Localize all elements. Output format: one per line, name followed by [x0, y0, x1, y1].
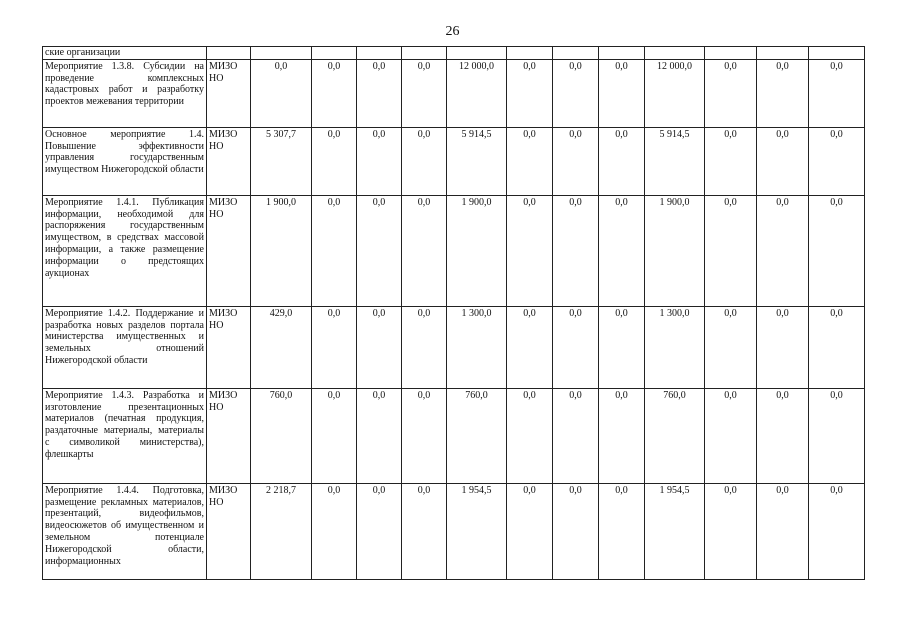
value-cell: 0,0	[553, 388, 599, 483]
value-cell: 0,0	[312, 127, 357, 195]
table-row	[43, 195, 865, 306]
value-cell: 0,0	[507, 388, 553, 483]
value-cell: 0,0	[809, 306, 865, 388]
value-cell: 1 954,5	[645, 483, 705, 579]
value-cell: 0,0	[705, 483, 757, 579]
value-cell: 1 300,0	[447, 306, 507, 388]
value-cell: 0,0	[705, 59, 757, 127]
value-cell	[251, 47, 312, 60]
row-org-cell: МИЗО НО	[207, 195, 251, 306]
value-cell: 0,0	[599, 306, 645, 388]
value-cell: 760,0	[645, 388, 705, 483]
value-cell: 0,0	[553, 483, 599, 579]
value-cell: 0,0	[809, 483, 865, 579]
value-cell: 0,0	[757, 388, 809, 483]
value-cell: 1 900,0	[251, 195, 312, 306]
value-cell: 0,0	[402, 195, 447, 306]
value-cell: 12 000,0	[447, 59, 507, 127]
table-row	[43, 483, 865, 579]
value-cell: 0,0	[402, 483, 447, 579]
value-cell: 0,0	[705, 306, 757, 388]
value-cell: 0,0	[757, 59, 809, 127]
value-cell: 1 900,0	[645, 195, 705, 306]
value-cell	[507, 47, 553, 60]
value-cell: 429,0	[251, 306, 312, 388]
value-cell: 0,0	[809, 127, 865, 195]
value-cell: 0,0	[312, 306, 357, 388]
value-cell: 760,0	[447, 388, 507, 483]
value-cell: 0,0	[553, 195, 599, 306]
budget-table	[42, 46, 865, 580]
value-cell: 0,0	[809, 59, 865, 127]
value-cell: 0,0	[757, 306, 809, 388]
value-cell	[645, 47, 705, 60]
row-org-cell: МИЗО НО	[207, 59, 251, 127]
value-cell: 0,0	[357, 306, 402, 388]
value-cell	[553, 47, 599, 60]
value-cell: 0,0	[402, 127, 447, 195]
page-number: 26	[445, 24, 460, 39]
value-cell: 0,0	[312, 483, 357, 579]
table-row	[43, 47, 865, 60]
value-cell: 0,0	[312, 59, 357, 127]
value-cell: 0,0	[357, 127, 402, 195]
value-cell: 0,0	[507, 127, 553, 195]
value-cell: 0,0	[312, 195, 357, 306]
row-name-cell: Мероприятие 1.4.2. Поддержание и разработка новых разделов портала министерства имущественных и земельных отношений Нижегородской области	[43, 306, 207, 388]
value-cell: 1 900,0	[447, 195, 507, 306]
value-cell: 0,0	[251, 59, 312, 127]
row-org-cell: МИЗО НО	[207, 388, 251, 483]
value-cell: 5 914,5	[645, 127, 705, 195]
value-cell	[357, 47, 402, 60]
value-cell	[809, 47, 865, 60]
value-cell: 0,0	[402, 306, 447, 388]
row-name-cell: ские организации	[43, 47, 207, 60]
row-name-cell: Мероприятие 1.4.1. Публикация информации, необходимой для распоряжения государственным имуществом, в средствах массовой информации, а также размещение информации о предстоящих аукционах	[43, 195, 207, 306]
row-name-cell: Мероприятие 1.4.4. Подготовка, размещение рекламных материалов, презентаций, видеофильмов, видеосюжетов об имущественном и земельном потенциале Нижегородской области, информационных	[43, 483, 207, 579]
value-cell: 0,0	[507, 59, 553, 127]
value-cell: 0,0	[705, 127, 757, 195]
value-cell: 0,0	[507, 306, 553, 388]
value-cell: 0,0	[357, 195, 402, 306]
value-cell	[402, 47, 447, 60]
value-cell: 0,0	[357, 388, 402, 483]
value-cell: 760,0	[251, 388, 312, 483]
value-cell: 0,0	[599, 195, 645, 306]
value-cell	[599, 47, 645, 60]
table-row	[43, 306, 865, 388]
value-cell: 0,0	[599, 483, 645, 579]
row-name-cell: Мероприятие 1.3.8. Субсидии на проведение комплексных кадастровых работ и разработку проектов межевания территории	[43, 59, 207, 127]
value-cell	[757, 47, 809, 60]
row-org-cell: МИЗО НО	[207, 127, 251, 195]
value-cell	[312, 47, 357, 60]
value-cell: 0,0	[402, 59, 447, 127]
row-org-cell	[207, 47, 251, 60]
value-cell: 1 954,5	[447, 483, 507, 579]
row-name-cell: Мероприятие 1.4.3. Разработка и изготовление презентационных материалов (печатная продукция, раздаточные материалы, материалы с символикой министерства), флешкарты	[43, 388, 207, 483]
value-cell: 0,0	[599, 127, 645, 195]
value-cell: 0,0	[553, 306, 599, 388]
value-cell: 0,0	[553, 59, 599, 127]
value-cell: 0,0	[757, 127, 809, 195]
value-cell: 0,0	[402, 388, 447, 483]
value-cell	[447, 47, 507, 60]
value-cell: 1 300,0	[645, 306, 705, 388]
value-cell: 0,0	[809, 195, 865, 306]
table-row	[43, 59, 865, 127]
row-name-cell: Основное мероприятие 1.4. Повышение эффективности управления государственным имуществом Нижегородской области	[43, 127, 207, 195]
table-row	[43, 127, 865, 195]
value-cell: 0,0	[705, 195, 757, 306]
value-cell: 12 000,0	[645, 59, 705, 127]
value-cell: 0,0	[757, 195, 809, 306]
value-cell: 5 914,5	[447, 127, 507, 195]
table-row	[43, 388, 865, 483]
value-cell: 0,0	[507, 195, 553, 306]
value-cell: 0,0	[809, 388, 865, 483]
value-cell: 0,0	[357, 483, 402, 579]
value-cell: 0,0	[599, 388, 645, 483]
table-body	[43, 47, 865, 580]
row-org-cell: МИЗО НО	[207, 306, 251, 388]
value-cell: 5 307,7	[251, 127, 312, 195]
value-cell: 0,0	[357, 59, 402, 127]
value-cell: 0,0	[507, 483, 553, 579]
value-cell	[705, 47, 757, 60]
value-cell: 0,0	[312, 388, 357, 483]
value-cell: 2 218,7	[251, 483, 312, 579]
value-cell: 0,0	[553, 127, 599, 195]
value-cell: 0,0	[705, 388, 757, 483]
value-cell: 0,0	[757, 483, 809, 579]
row-org-cell: МИЗО НО	[207, 483, 251, 579]
value-cell: 0,0	[599, 59, 645, 127]
